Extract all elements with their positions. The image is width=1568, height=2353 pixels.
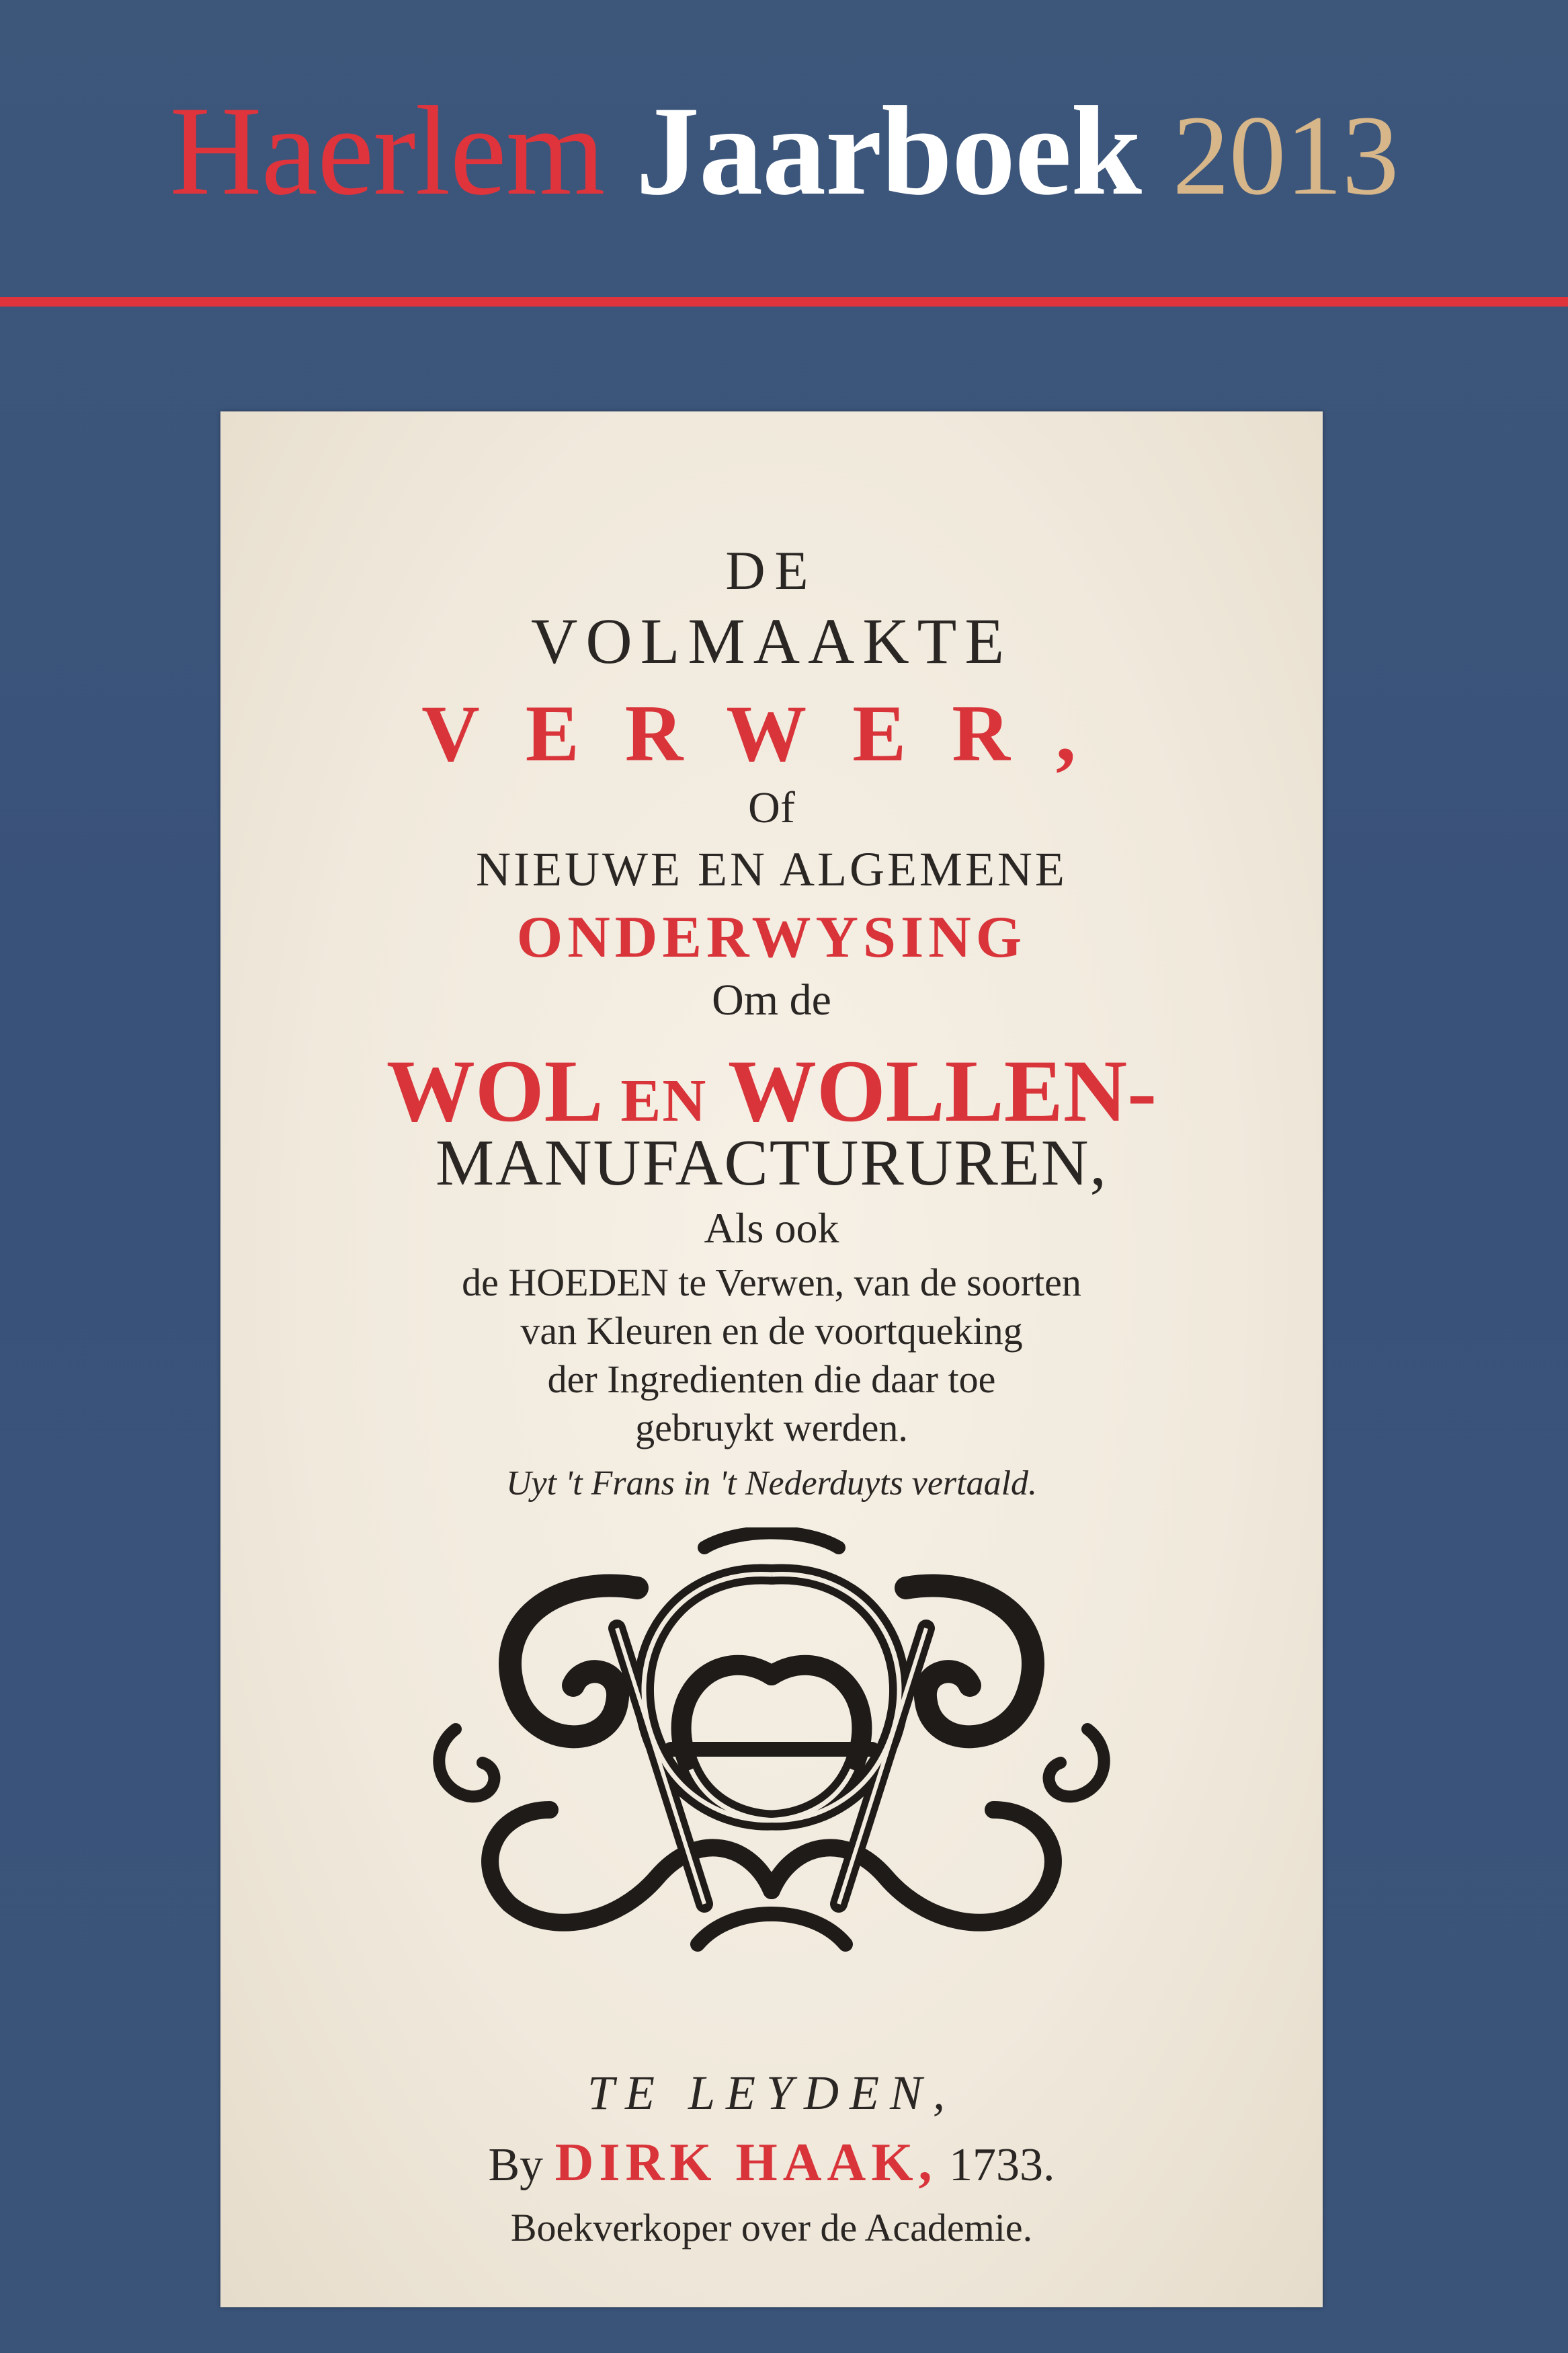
- tp-als-ook: Als ook: [704, 1204, 839, 1252]
- tp-year: 1733.: [949, 2139, 1055, 2191]
- tp-translation-note: Uyt 't Frans in 't Nederduyts vertaald.: [505, 1464, 1038, 1503]
- tp-onderwysing: ONDERWYSING: [516, 905, 1027, 970]
- title-year: 2013: [1172, 92, 1399, 218]
- tp-body-line-1: de HOEDEN te Verwen, van de soorten: [462, 1261, 1081, 1304]
- tp-printer-name: DIRK HAAK,: [554, 2133, 938, 2192]
- tp-wol: WOL: [386, 1041, 599, 1140]
- tp-body-line-3: der Ingredienten die daar toe: [547, 1357, 996, 1401]
- tp-by: By: [488, 2139, 544, 2191]
- ornamental-monogram-icon: [415, 1527, 1128, 1964]
- tp-imprint-place: TE LEYDEN,: [587, 2066, 956, 2120]
- tp-manufacturen: MANUFACTURUREN,: [435, 1127, 1108, 1199]
- tp-imprint-printer-line: [220, 2132, 1323, 2194]
- tp-imprint-trade: Boekverkoper over de Academie.: [510, 2206, 1033, 2249]
- tp-wollen: WOLLEN-: [728, 1041, 1157, 1140]
- tp-of: Of: [748, 783, 795, 832]
- tp-verwer: VERWER,: [421, 688, 1122, 778]
- red-divider-line: [0, 297, 1568, 307]
- title-haerlem: Haerlem: [169, 81, 605, 222]
- tp-nieuwe-en-algemene: NIEUWE EN ALGEMENE: [476, 842, 1067, 896]
- title-jaarboek: Jaarboek: [636, 81, 1142, 222]
- historic-title-page: [220, 411, 1323, 2307]
- tp-body-line-2: van Kleuren en de voortqueking: [520, 1309, 1023, 1353]
- tp-de: DE: [725, 540, 818, 601]
- tp-en: EN: [620, 1068, 708, 1134]
- tp-body-line-4: gebruykt werden.: [635, 1406, 908, 1449]
- tp-volmaakte: VOLMAAKTE: [531, 605, 1012, 677]
- tp-om-de: Om de: [712, 975, 831, 1025]
- cover-title: [0, 81, 1568, 222]
